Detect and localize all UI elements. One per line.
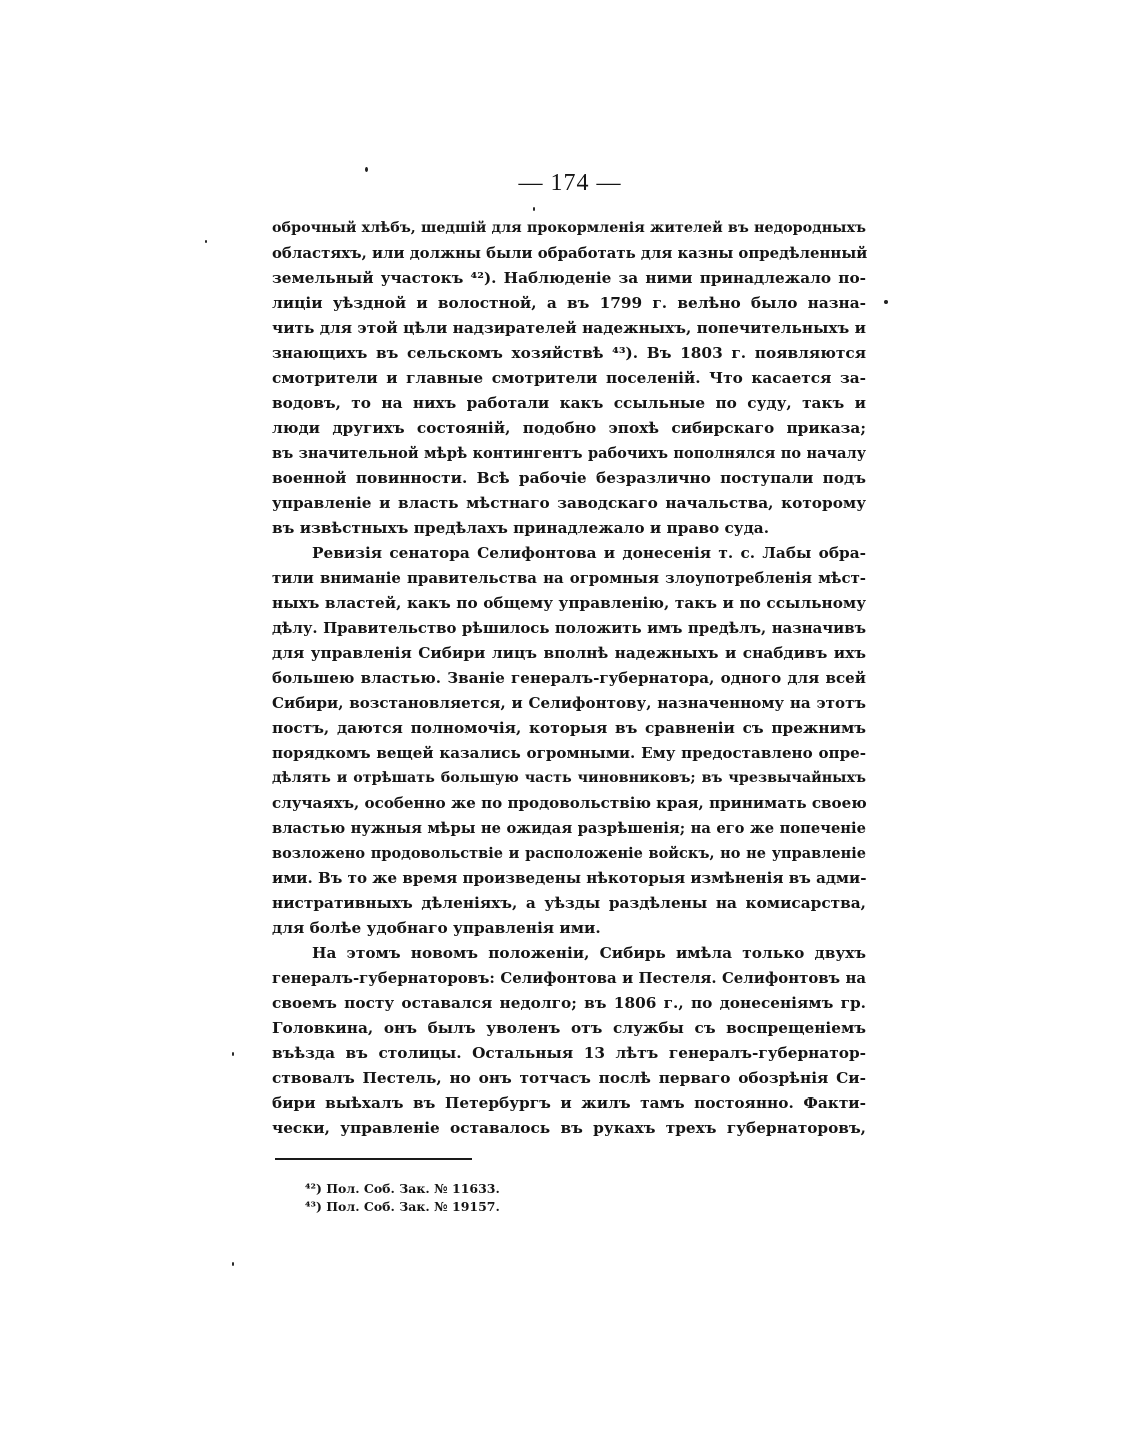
footnote-43 (305, 1198, 500, 1216)
footnote-42 (305, 1180, 500, 1198)
text-line: тили вниманіе правительства на огромныя злоупотребленія мѣст- (272, 569, 866, 587)
scan-speck (205, 240, 207, 243)
text-line: областяхъ, или должны были обработать для казны опредѣленный (272, 244, 868, 262)
scan-speck (232, 1052, 234, 1056)
scan-speck (884, 300, 888, 304)
text-line: ствовалъ Пестель, но онъ тотчасъ послѣ перваго обозрѣнія Си- (272, 1069, 866, 1087)
scan-speck (365, 167, 368, 172)
text-line: смотрители и главные смотрители поселеній. Что касается за- (272, 369, 866, 387)
text-line: порядкомъ вещей казались огромными. Ему предоставлено опре- (272, 744, 866, 762)
text-line: управленіе и власть мѣстнаго заводскаго начальства, которому (272, 494, 866, 512)
text-line: возложено продовольствіе и расположеніе войскъ, но не управленіе (272, 845, 866, 862)
paragraph-end-line: для болѣе удобнаго управленія ими. (272, 919, 601, 937)
text-line: для управленія Сибири лицъ вполнѣ надежныхъ и снабдивъ ихъ (272, 644, 866, 662)
text-line: люди другихъ состояній, подобно эпохѣ сибирскаго приказа; (272, 419, 866, 437)
footnote-text: Пол. Соб. Зак. № 11633. (326, 1181, 500, 1196)
page-number: — 174 — (518, 170, 622, 196)
footnotes (305, 1180, 500, 1216)
text-line: водовъ, то на нихъ работали какъ ссыльные по суду, такъ и (272, 394, 866, 412)
text-line: Головкина, онъ былъ уволенъ отъ службы съ воспрещеніемъ (272, 1019, 866, 1037)
paragraph-start-line: На этомъ новомъ положеніи, Сибирь имѣла только двухъ (312, 944, 866, 962)
paragraph-end-line: въ извѣстныхъ предѣлахъ принадлежало и право суда. (272, 519, 770, 537)
text-line: дѣлять и отрѣшать большую часть чиновниковъ; въ чрезвычайныхъ (272, 770, 866, 786)
text-line: нистративныхъ дѣленіяхъ, а уѣзды раздѣлены на комисарства, (272, 894, 866, 912)
main-text (272, 216, 866, 1141)
text-line: случаяхъ, особенно же по продовольствію края, принимать своею (272, 794, 867, 812)
text-line: въ значительной мѣрѣ контингентъ рабочихъ пополнялся по началу (272, 445, 866, 462)
footnote-mark: ⁴²) (305, 1181, 322, 1196)
text-line: оброчный хлѣбъ, шедшій для прокормленія жителей въ недородныхъ (272, 220, 866, 236)
footnote-text: Пол. Соб. Зак. № 19157. (326, 1199, 500, 1214)
text-line: дѣлу. Правительство рѣшилось положить имъ предѣлъ, назначивъ (272, 619, 866, 637)
text-line: лиціи уѣздной и волостной, а въ 1799 г. велѣно было назна- (272, 294, 866, 312)
text-line: своемъ посту оставался недолго; въ 1806 г., по донесеніямъ гр. (272, 994, 866, 1012)
text-line: Сибири, возстановляется, и Селифонтову, назначенному на этотъ (272, 694, 866, 712)
text-line: военной повинности. Всѣ рабочіе безразлично поступали подъ (272, 469, 866, 487)
text-line: ныхъ властей, какъ по общему управленію, такъ и по ссыльному (272, 594, 866, 612)
footnote-divider (275, 1158, 472, 1160)
text-line: ими. Въ то же время произведены нѣкоторыя измѣненія въ адми- (272, 869, 867, 887)
footnote-mark: ⁴³) (305, 1199, 322, 1214)
scan-speck (533, 207, 535, 211)
scan-speck (232, 1262, 234, 1266)
text-line: чить для этой цѣли надзирателей надежныхъ, попечительныхъ и (272, 319, 866, 337)
text-line: большею властью. Званіе генералъ-губернатора, одного для всей (272, 669, 866, 687)
text-line: земельный участокъ ⁴²). Наблюденіе за ними принадлежало по- (272, 269, 866, 287)
text-line: постъ, даются полномочія, которыя въ сравненіи съ прежнимъ (272, 719, 866, 737)
text-line: властью нужныя мѣры не ожидая разрѣшенія; на его же попеченіе (272, 820, 866, 837)
text-line: генералъ-губернаторовъ: Селифонтова и Пестеля. Селифонтовъ на (272, 969, 866, 987)
paragraph-start-line: Ревизія сенатора Селифонтова и донесенія т. с. Лабы обра- (312, 544, 866, 562)
text-line: въѣзда въ столицы. Остальныя 13 лѣтъ генералъ-губернатор- (272, 1044, 866, 1062)
text-line: бири выѣхалъ въ Петербургъ и жилъ тамъ постоянно. Факти- (272, 1094, 866, 1112)
text-line: чески, управленіе оставалось въ рукахъ трехъ губернаторовъ, (272, 1119, 866, 1137)
text-line: знающихъ въ сельскомъ хозяйствѣ ⁴³). Въ 1803 г. появляются (272, 344, 866, 362)
